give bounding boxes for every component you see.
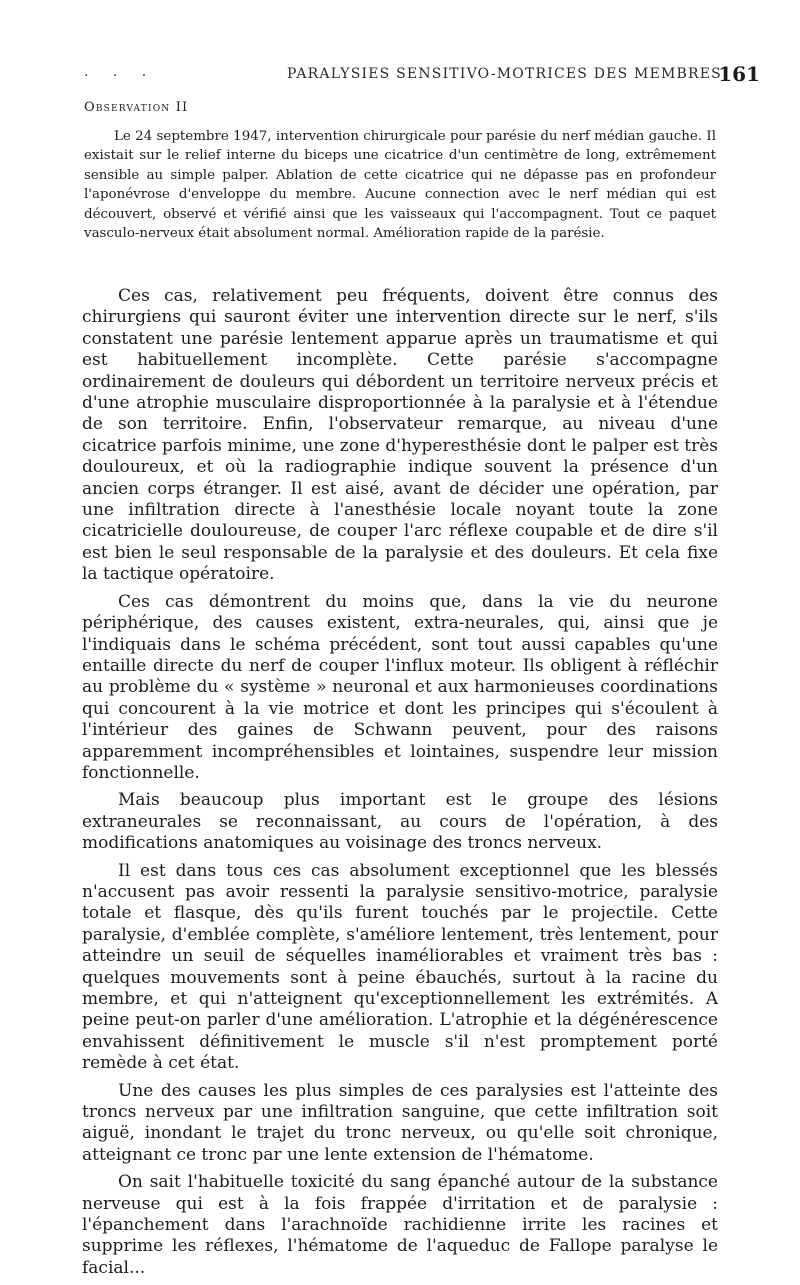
observation-title: Observation II — [84, 100, 189, 115]
header-dots: . . . — [84, 64, 157, 80]
paragraph-3: Mais beaucoup plus important est le groupe des lésions extraneurales se reconnaissant, au cours de l'opération, à des modifications anatomiques au voisinage des troncs nerveux. — [82, 790, 718, 854]
paragraph-2: Ces cas démontrent du moins que, dans la vie du neurone périphérique, des causes existent, extra-neurales, qui, ainsi que je l'indiquais dans le schéma précédent, sont tout aussi capables qu'une entaille directe du nerf de couper l'influx moteur. Ils obligent à réfléchir au problème du « système » neuronal et aux harmonieuses coordinations qui concourent à la vie motrice et dont les principes qui s'écoulent à l'intérieur des gaines de Schwann peuvent, pour des raisons apparemment incompréhensibles et lointaines, suspendre leur mission fonctionnelle. — [82, 591, 718, 783]
paragraph-1: Ces cas, relativement peu fréquents, doivent être connus des chirurgiens qui sauront éviter une intervention directe sur le nerf, s'ils constatent une parésie lentement apparue après un traumatisme et qui est habituellement incomplète. Cette parésie s'accompagne ordinairement de douleurs qui débordent un territoire nerveux précis et d'une atrophie musculaire disproportionnée à la paralysie et à l'étendue de son territoire. Enfin, l'observateur remarque, au niveau d'une cicatrice parfois minime, une zone d'hyperesthésie dont le palper est très douloureux, et où la radiographie indique souvent la présence d'un ancien corps étranger. Il est aisé, avant de décider une opération, par une infiltration directe à l'anesthésie locale noyant toute la zone cicatricielle douloureuse, de couper l'arc réflexe coupable et de dire s'il est bien le seul responsable de la paralysie et des douleurs. Et cela fixe la tactique opératoire. — [82, 286, 718, 585]
paragraph-5: Une des causes les plus simples de ces paralysies est l'atteinte des troncs nerveux par une infiltration sanguine, que cette infiltration soit aiguë, inondant le trajet du tronc nerveux, ou qu'elle soit chronique, atteignant ce tronc par une lente extension de l'hématome. — [82, 1080, 718, 1165]
paragraph-4: Il est dans tous ces cas absolument exceptionnel que les blessés n'accusent pas avoir ressenti la paralysie sensitivo-motrice, paralysie totale et flasque, dès qu'ils furent touchés par le projectile. Cette paralysie, d'emblée complète, s'améliore lentement, très lentement, pour atteindre un seuil de séquelles inaméliorables et vraiment très bas : quelques mouvements sont à peine ébauchés, surtout à la racine du membre, et qui n'atteignent qu'exceptionnellement les extrémités. A peine peut-on parler d'une amélioration. L'atrophie et la dégénérescence envahissent définitivement le muscle s'il n'est promptement porté remède à cet état. — [82, 860, 718, 1074]
page-number: 161 — [718, 62, 760, 86]
running-title: PARALYSIES SENSITIVO-MOTRICES DES MEMBRES — [287, 66, 722, 82]
paragraph-6: On sait l'habituelle toxicité du sang épanché autour de la substance nerveuse qui est à la fois frappée d'irritation et de paralysie : l'épanchement dans l'arachnoïde rachidienne irrite les racines et supprime les réflexes, l'hématome de l'aqueduc de Fallope paralyse le facial... — [82, 1172, 718, 1278]
running-header — [82, 62, 760, 86]
main-body — [82, 286, 718, 1285]
observation-text: Le 24 septembre 1947, intervention chirurgicale pour parésie du nerf médian gauche. Il existait sur le relief interne du biceps une cicatrice d'un centimètre de long, extrêmement sensible au simple palper. Ablation de cette cicatrice qui ne dépasse pas en profondeur l'aponévrose d'enveloppe du membre. Aucune connection avec le nerf médian qui est découvert, observé et vérifié ainsi que les vaisseaux qui l'accompagnent. Tout ce paquet vasculo-nerveux était absolument normal. Amélioration rapide de la parésie. — [84, 129, 716, 242]
